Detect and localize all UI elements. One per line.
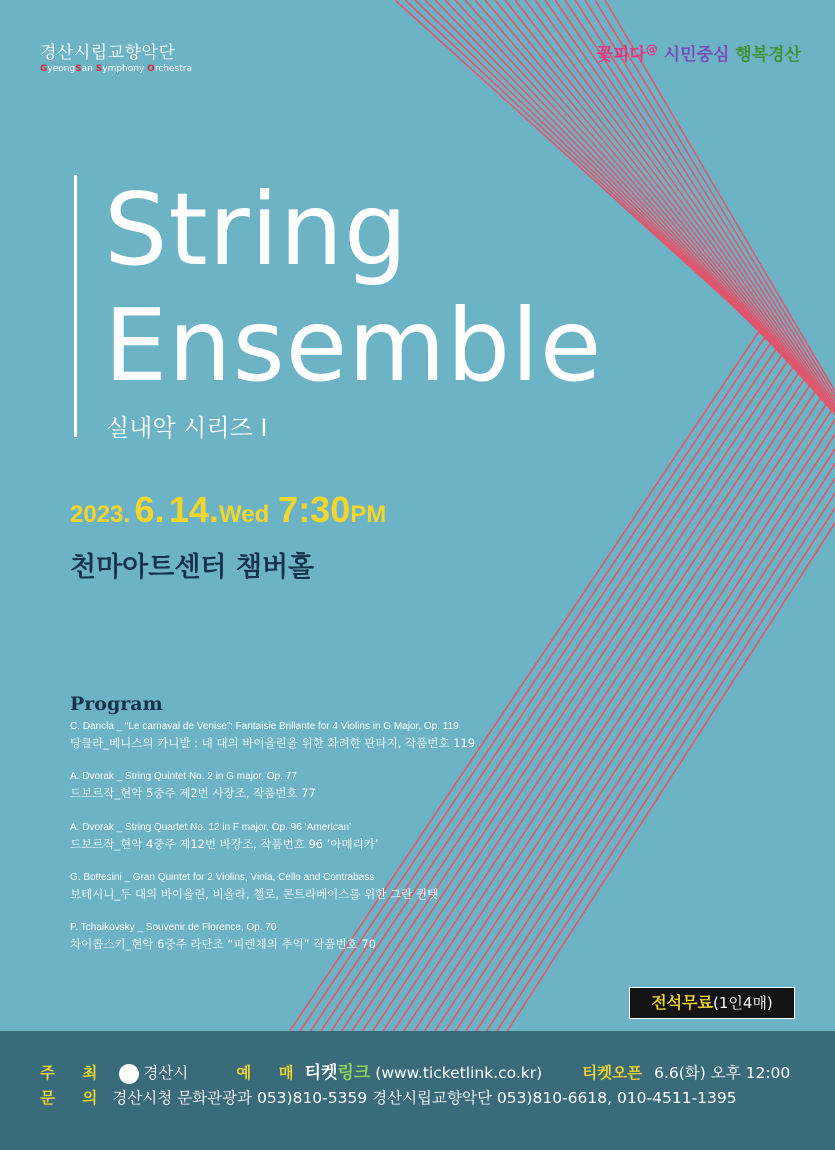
title-accent-bar (74, 175, 77, 437)
ticketlink-logo: 티켓링크 (304, 1063, 371, 1083)
sales-label: 예 매 (236, 1064, 305, 1082)
host-name: 경산시 (143, 1064, 189, 1082)
ticket-open-value: 6.6(화) 오후 12:00 (654, 1064, 791, 1082)
program-item-korean: 드보르작_현악 4중주 제12번 바장조, 작품번호 96 ‘아메리카’ (70, 837, 379, 851)
host-label: 주 최 (40, 1064, 109, 1082)
program-item-english: A. Dvorak _ String Quartet No. 12 in F major, Op. 96 ‘American’ (70, 822, 352, 833)
program-item (70, 871, 438, 903)
program-item (70, 720, 475, 752)
city-slogan: 꽃피다@ 시민중심 행복경산 (596, 42, 801, 65)
program-item-english: A. Dvorak _ String Quintet No. 2 in G major, Op. 77 (70, 771, 297, 782)
orchestra-name-english: GyeongSan Symphony Orchestra (40, 64, 192, 74)
program-item-korean: 보테시니_두 대의 바이올린, 비올라, 첼로, 콘트라베이스를 위한 그란 퀸텟 (70, 887, 439, 901)
inquiry-label: 문 의 (40, 1089, 109, 1107)
program-heading: Program (70, 693, 163, 715)
program-item (70, 921, 376, 953)
event-venue: 천마아트센터 챔버홀 (70, 552, 315, 583)
free-admission-label: 전석무료 (651, 993, 714, 1012)
event-date: 2023. 6. 14.Wed 7:30PM (70, 489, 387, 530)
program-item-korean: 드보르작_현악 5중주 제2번 사장조, 작품번호 77 (70, 786, 316, 800)
program-item-english: P. Tchaikovsky _ Souvenir de Florence, Op. 70 (70, 922, 277, 933)
program-item-korean: 당클라_베니스의 카니발 : 네 대의 바이올린을 위한 화려한 판타지, 작품번호 119 (70, 736, 476, 750)
ticket-open-label: 티켓오픈 (582, 1064, 643, 1082)
inquiry-contacts: 경산시청 문화관광과 053)810-5359 경산시립교향악단 053)810-6618, 010-4511-1395 (112, 1089, 737, 1107)
footer-row-host-sales (40, 1058, 790, 1085)
ticket-limit-note: (1인4매) (713, 994, 773, 1012)
program-item-english: C. Dancla _ “Le carnaval de Venise”: Fantaisie Brillante for 4 Violins in G Major, Op. 119 (70, 721, 459, 732)
ticketlink-url[interactable]: (www.ticketlink.co.kr) (375, 1064, 543, 1082)
program-item-english: G. Bottesini _ Gran Quintet for 2 Violins, Viola, Cello and Contrabass (70, 872, 375, 883)
program-item (70, 770, 316, 802)
program-item-korean: 차이콥스키_현악 6중주 라단조 “피렌체의 추억” 작품번호 70 (70, 937, 376, 951)
gyeongsan-city-logo-icon (118, 1063, 140, 1085)
title-line-2: Ensemble (104, 287, 603, 404)
footer-row-inquiry (40, 1086, 737, 1108)
program-item (70, 821, 379, 853)
series-subtitle: 실내악 시리즈 I (106, 414, 268, 442)
title-line-1: String (104, 171, 409, 288)
stripe-line (585, 0, 835, 448)
free-admission-badge (629, 987, 795, 1019)
stripe-line (605, 0, 835, 460)
orchestra-name-korean: 경산시립교향악단 (40, 43, 176, 63)
